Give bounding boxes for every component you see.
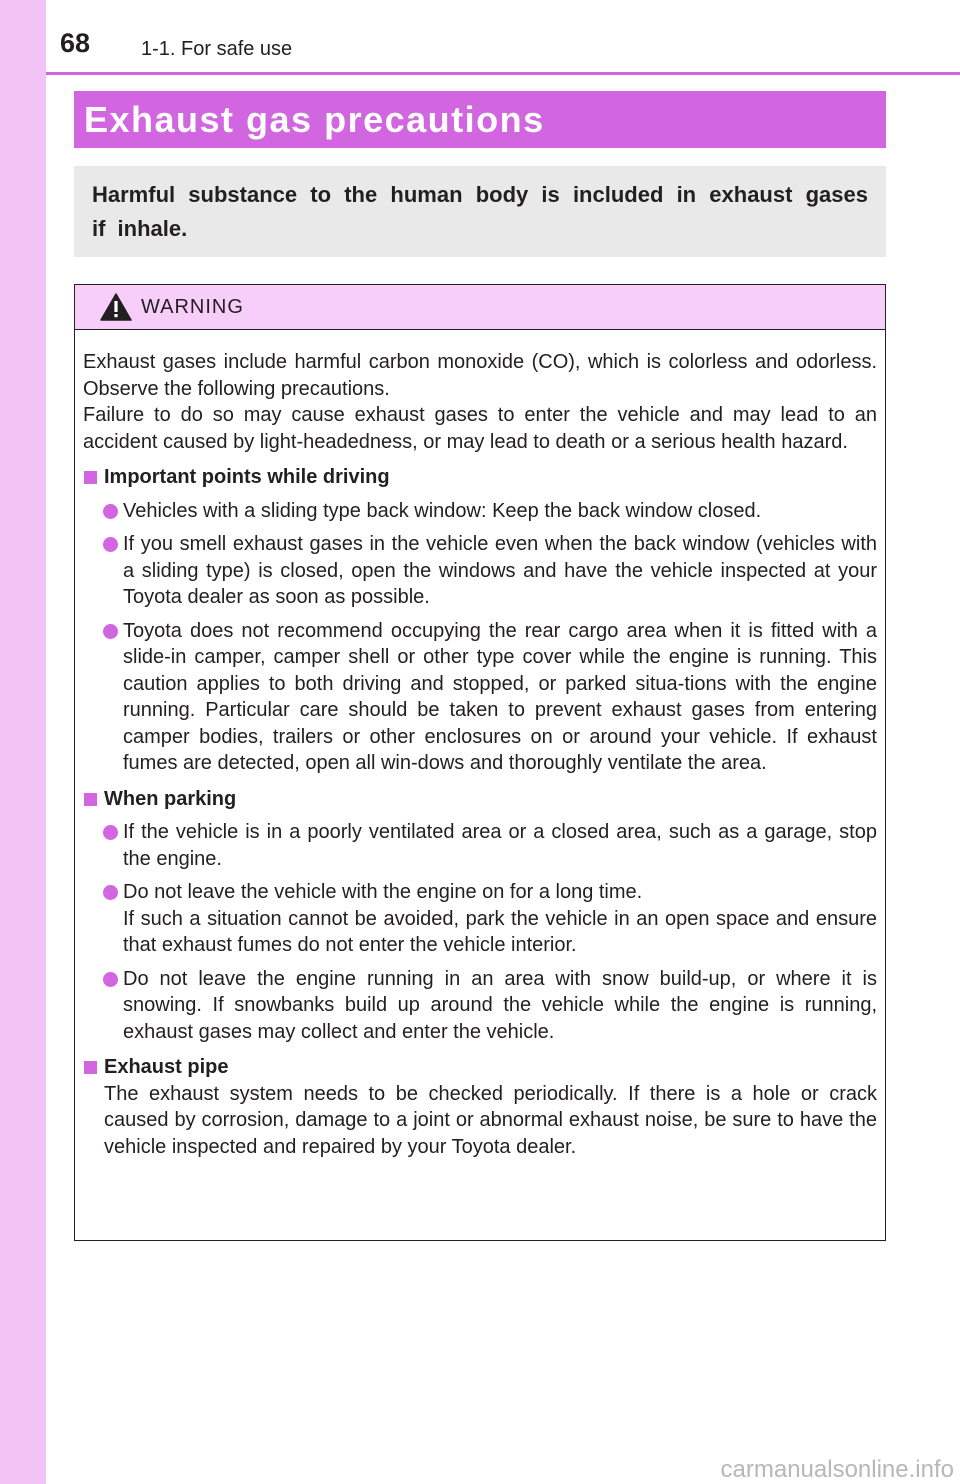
- page-title: Exhaust gas precautions: [84, 99, 545, 140]
- warning-triangle-icon: [100, 293, 132, 321]
- watermark: carmanualsonline.info: [720, 1456, 954, 1483]
- subheading-parking: [83, 786, 877, 813]
- list-item-text: If the vehicle is in a poorly ventilated area or a closed area, such as a garage, stop the engine.: [123, 821, 877, 870]
- subheading-driving: [83, 464, 877, 491]
- circle-bullet-icon: [103, 972, 118, 987]
- warning-paragraph: Failure to do so may cause exhaust gases to enter the vehicle and may lead to an accident caused by light-headedness, or may lead to death or a serious health hazard.: [83, 404, 877, 453]
- side-tab: [0, 0, 46, 1484]
- square-bullet-icon: [84, 1061, 97, 1074]
- warning-header: [75, 285, 885, 330]
- list-item: [83, 531, 877, 611]
- circle-bullet-icon: [103, 537, 118, 552]
- header-rule: [46, 72, 960, 75]
- list-item-text: Do not leave the engine running in an area with snow build-up, or where it is snowing. If snowbanks build up around the vehicle while the engine is running, exhaust gases may collect and enter the vehicle.: [123, 967, 877, 1043]
- circle-bullet-icon: [103, 825, 118, 840]
- list-item: [83, 498, 877, 525]
- intro-text: Harmful substance to the human body is included in exhaust gases if inhale.: [92, 182, 868, 241]
- title-bar: [74, 91, 886, 148]
- subheading-exhaust-pipe: [83, 1054, 877, 1081]
- exhaust-pipe-text: The exhaust system needs to be checked periodically. If there is a hole or crack caused by corrosion, damage to a joint or abnormal exhaust noise, be sure to have the vehicle inspected and repaired by your Toyota dealer.: [104, 1082, 877, 1158]
- square-bullet-icon: [84, 793, 97, 806]
- list-item: [83, 819, 877, 872]
- list-item-text: Vehicles with a sliding type back window: Keep the back window closed.: [123, 499, 762, 522]
- square-bullet-icon: [84, 471, 97, 484]
- warning-body: [83, 349, 877, 1160]
- circle-bullet-icon: [103, 504, 118, 519]
- circle-bullet-icon: [103, 624, 118, 639]
- intro-box: [74, 166, 886, 257]
- warning-paragraph: Exhaust gases include harmful carbon monoxide (CO), which is colorless and odorless. Observe the following precautions.: [83, 351, 877, 400]
- list-item: [83, 618, 877, 777]
- warning-box: [74, 284, 886, 1241]
- page-number: 68: [60, 28, 91, 58]
- section-label: 1-1. For safe use: [141, 38, 293, 60]
- list-item-text: Toyota does not recommend occupying the rear cargo area when it is fitted with a slide-in camper, camper shell or other type cover while the engine is running. This caution applies to both driving and stopped, or parked situa-tions with the engine running. Particular care should be taken to prevent exhaust gases from entering camper bodies, trailers or other enclosures on or around your vehicle. If exhaust fumes are detected, open all win-dows and thoroughly ventilate the area.: [123, 619, 877, 774]
- list-item: [83, 966, 877, 1046]
- subheading-text: When parking: [104, 787, 237, 810]
- list-item: [83, 879, 877, 959]
- subheading-text: Exhaust pipe: [104, 1056, 229, 1078]
- warning-label: WARNING: [141, 296, 244, 318]
- list-item-text: If you smell exhaust gases in the vehicle even when the back window (vehicles with a sliding type) is closed, open the windows and have the vehicle inspected at your Toyota dealer as soon as possible.: [123, 533, 877, 608]
- subheading-text: Important points while driving: [104, 466, 390, 488]
- circle-bullet-icon: [103, 885, 118, 900]
- list-item-text: Do not leave the vehicle with the engine on for a long time.: [123, 881, 643, 903]
- list-item-continuation: If such a situation cannot be avoided, park the vehicle in an open space and ensure that exhaust fumes do not enter the vehicle interior.: [123, 907, 877, 956]
